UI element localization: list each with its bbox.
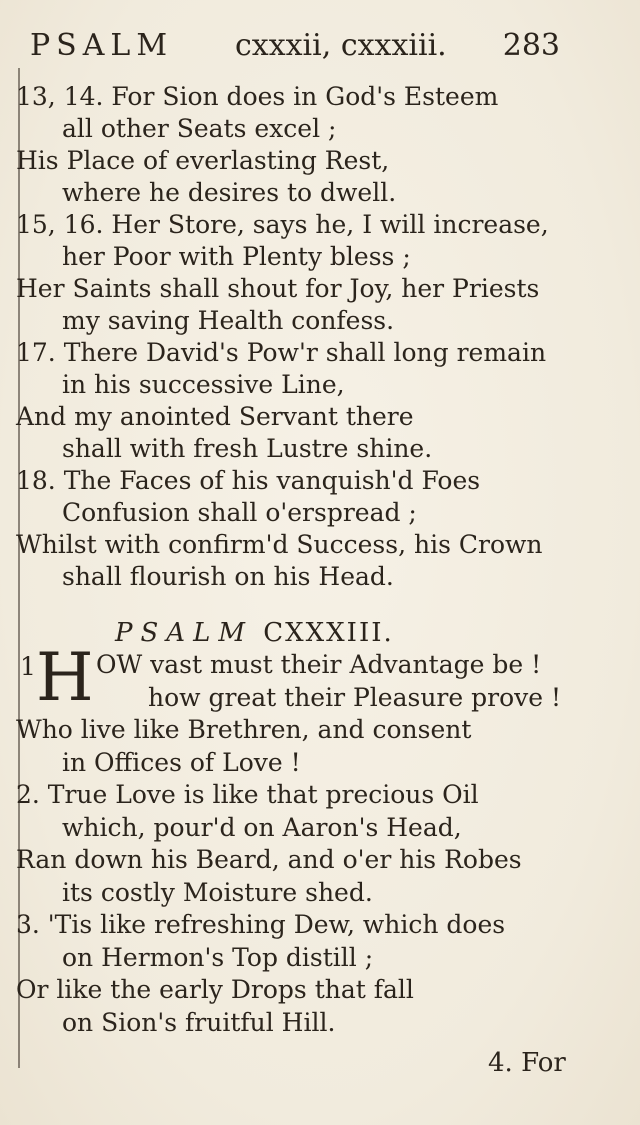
verse-line: 3. 'Tis like refreshing Dew, which does <box>16 910 506 939</box>
drop-cap-letter: H <box>36 639 94 716</box>
page-number: 283 <box>502 28 560 63</box>
verse-number-1: 1 <box>20 652 36 681</box>
verse-line: which, pour'd on Aaron's Head, <box>62 812 462 842</box>
catchword: 4. For <box>488 1048 566 1078</box>
verse-line: OW vast must their Advantage be ! <box>96 650 542 679</box>
verse-line: 13, 14. For Sion does in God's Esteem <box>16 82 499 111</box>
verse-line: 17. There David's Pow'r shall long remain <box>16 338 547 367</box>
psalm-133-heading <box>115 618 394 648</box>
header-psalm: PSALM <box>30 28 174 63</box>
verse-line: shall with fresh Lustre shine. <box>62 434 433 463</box>
verse-line: 2. True Love is like that precious Oil <box>16 780 479 809</box>
verse-line: Confusion shall o'erspread ; <box>62 498 417 527</box>
verse-line: shall flourish on his Head. <box>62 562 394 591</box>
header-psalm-numbers: cxxxii, cxxxiii. <box>235 28 447 63</box>
verse-line: His Place of everlasting Rest, <box>16 146 390 175</box>
verse-line: 15, 16. Her Store, says he, I will increase, <box>16 210 549 239</box>
verse-line: Or like the early Drops that fall <box>16 975 414 1004</box>
verse-line: Whilst with confirm'd Success, his Crown <box>16 530 543 559</box>
verse-line: in Offices of Love ! <box>62 747 301 777</box>
verse-line: how great their Pleasure prove ! <box>148 682 562 712</box>
verse-line: all other Seats excel ; <box>62 114 337 143</box>
verse-line: on Hermon's Top distill ; <box>62 942 374 972</box>
psalm-133-heading-number: CXXXIII. <box>263 618 394 648</box>
verse-line: where he desires to dwell. <box>62 178 397 207</box>
verse-line: on Sion's fruitful Hill. <box>62 1007 336 1037</box>
verse-line: its costly Moisture shed. <box>62 877 373 907</box>
psalm-133-heading-word: PSALM <box>115 618 253 648</box>
running-header <box>30 28 560 68</box>
verse-line: 18. The Faces of his vanquish'd Foes <box>16 466 481 495</box>
verse-line: Who live like Brethren, and consent <box>16 715 472 744</box>
verse-line: in his successive Line, <box>62 370 345 399</box>
verse-line: her Poor with Plenty bless ; <box>62 242 411 271</box>
verse-line: my saving Health confess. <box>62 306 395 335</box>
verse-line: And my anointed Servant there <box>16 402 414 431</box>
verse-line: Ran down his Beard, and o'er his Robes <box>16 845 522 874</box>
verse-line: Her Saints shall shout for Joy, her Priests <box>16 274 540 303</box>
